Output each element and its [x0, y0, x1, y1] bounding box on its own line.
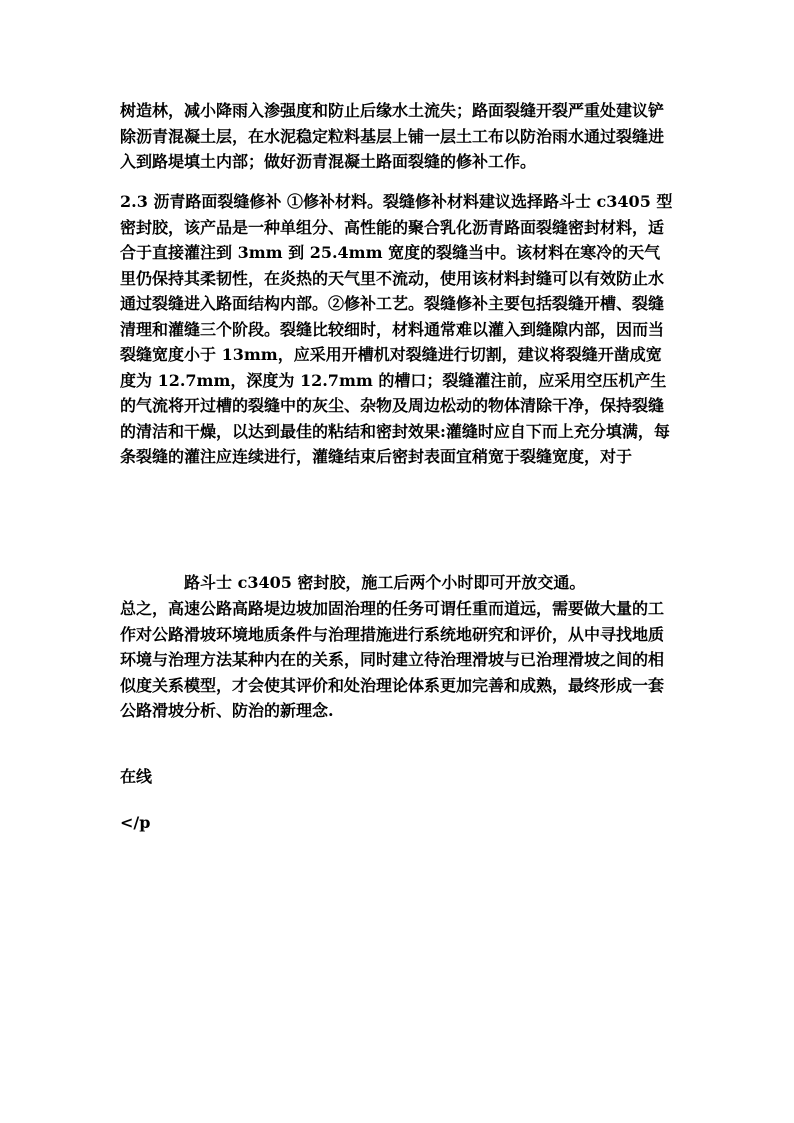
paragraph-traffic-opening: 路斗士 c3405 密封胶，施工后两个小时即可开放交通。: [120, 573, 586, 592]
paragraph-conclusion: 总之，高速公路高路堤边坡加固治理的任务可谓任重而道远，需要做大量的工作对公路滑坡环境地质条件与治理措施进行系统地研究和评价，从中寻找地质环境与治理方法某种内在的关系，同时建立待治理滑坡与已治理滑坡之间的相似度关系模型，才会使其评价和处治理论体系更加完善和成熟，最终形成一套公路滑坡分析、防治的新理念.: [120, 599, 665, 720]
paragraph-online: 在线: [120, 767, 153, 786]
paragraph-stray-tag: </p: [120, 813, 151, 832]
paragraph-slope-treatment: 树造林，减小降雨入渗强度和防止后缘水土流失；路面裂缝开裂严重处建议铲除沥青混凝土层，在水泥稳定粒料基层上铺一层土工布以防治雨水通过裂缝进入到路堤填土内部；做好沥青混凝土路面裂缝的修补工作。: [120, 101, 665, 171]
paragraph-crack-repair: 2.3 沥青路面裂缝修补 ①修补材料。裂缝修补材料建议选择路斗士 c3405 型密封胶，该产品是一种单组分、高性能的聚合乳化沥青路面裂缝密封材料，适合于直接灌注到 3mm 到 25.4mm 宽度的裂缝当中。该材料在寒冷的天气里仍保持其柔韧性，在炎热的天气里不流动，使用该材料封缝可以有效防止水通过裂缝进入路面结构内部。②修补工艺。裂缝修补主要包括裂缝开槽、裂缝清理和灌缝三个阶段。裂缝比较细时，材料通常难以灌入到缝隙内部，因而当裂缝宽度小于 13mm，应采用开槽机对裂缝进行切割，建议将裂缝开凿成宽度为 12.7mm，深度为 12.7mm 的槽口；裂缝灌注前，应采用空压机产生的气流将开过槽的裂缝中的灰尘、杂物及周边松动的物体清除干净，保持裂缝的清洁和干燥，以达到最佳的粘结和密封效果:灌缝时应自下而上充分填满，每条裂缝的灌注应连续进行，灌缝结束后密封表面宜稍宽于裂缝宽度，对于: [120, 192, 673, 466]
